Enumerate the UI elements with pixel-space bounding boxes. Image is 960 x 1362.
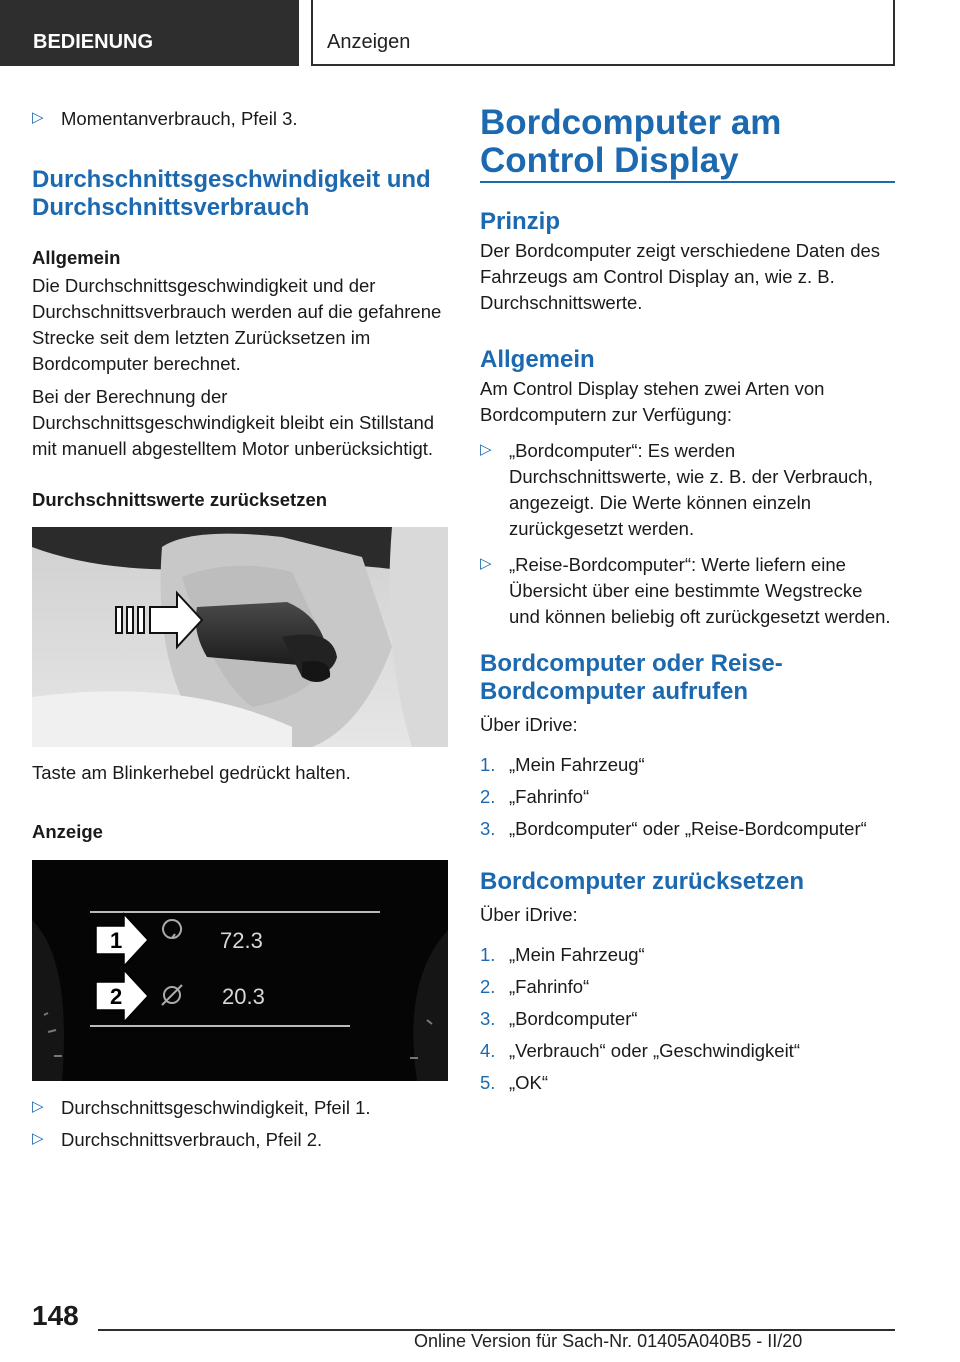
- arrow-label-1: 1: [110, 928, 123, 953]
- avg-consumption-value: 20.3: [222, 984, 265, 1009]
- paragraph: Der Bordcomputer zeigt verschiedene Daten des Fahrzeugs am Control Display an, wie z. B. Durchschnittswerte.: [480, 240, 881, 313]
- cluster-display-graphic: [32, 860, 448, 1081]
- aufrufen-block: [480, 650, 896, 842]
- page-title: Bordcomputer am Control Display: [480, 103, 782, 180]
- chapter-tab: Anzeigen: [311, 0, 895, 66]
- paragraph: Über iDrive:: [480, 904, 578, 925]
- heading-zuruecksetzen: Bordcomputer zurücksetzen: [480, 868, 805, 895]
- allgemein-right-block: [480, 346, 896, 630]
- heading-prinzip: Prinzip: [480, 208, 561, 235]
- list-item: 2. „Fahrinfo“: [480, 786, 590, 807]
- lever-photo: [32, 527, 448, 747]
- list-item: 3. „Bordcomputer“: [480, 1008, 638, 1029]
- triangle-bullet-icon: ▷: [32, 1130, 44, 1147]
- triangle-bullet-icon: ▷: [32, 109, 44, 126]
- triangle-bullet-icon: ▷: [32, 1098, 44, 1115]
- list-item: 5. „OK“: [480, 1072, 549, 1093]
- heading-allgemein: Allgemein: [480, 346, 595, 373]
- avg-speed-value: 72.3: [220, 928, 263, 953]
- page-header: [0, 0, 960, 66]
- paragraph: Bei der Berechnung der Durchschnittsgeschwindigkeit bleibt ein Stillstand mit manuell abgestelltem Motor unberücksichtigt.: [32, 386, 435, 459]
- cluster-display-figure: [32, 860, 448, 1081]
- list-item: ▷ Durchschnittsgeschwindigkeit, Pfeil 1.: [32, 1095, 448, 1121]
- title-rule: [480, 181, 895, 183]
- arrow-label-2: 2: [110, 984, 123, 1009]
- list-item: 4. „Verbrauch“ oder „Geschwindigkeit“: [480, 1040, 800, 1061]
- prinzip-block: [480, 208, 896, 316]
- list-item: ▷ „Reise-Bordcomputer“: Werte liefern eine Übersicht über eine bestimmte Wegstrecke und können beliebig oft zurückgesetzt werden.: [480, 552, 896, 630]
- heading-aufrufen: Bordcomputer oder Reise-Bordcomputer aufrufen: [480, 650, 783, 705]
- subheading-allgemein: Allgemein: [32, 247, 121, 268]
- list-item: ▷ „Bordcomputer“: Es werden Durchschnittswerte, wie z. B. der Verbrauch, angezeigt. Die Werte können einzeln zurückgesetzt werden.: [480, 438, 896, 542]
- subheading-anzeige: Anzeige: [32, 821, 103, 842]
- list-item: ▷ Durchschnittsverbrauch, Pfeil 2.: [32, 1127, 448, 1153]
- bullet-momentanverbrauch: ▷ Momentanverbrauch, Pfeil 3.: [32, 106, 448, 132]
- paragraph: Die Durchschnittsgeschwindigkeit und der Durchschnittsverbrauch werden auf die gefahrene Strecke seit dem letzten Zurücksetzen im Bordcomputer berechnet.: [32, 275, 442, 374]
- paragraph: Über iDrive:: [480, 714, 578, 735]
- page-number: 148: [32, 1300, 79, 1331]
- display-bullets: [32, 1095, 448, 1153]
- subheading-reset: Durchschnittswerte zurücksetzen: [32, 489, 328, 510]
- list-item: 1. „Mein Fahrzeug“: [480, 754, 645, 775]
- reset-right-block: [480, 868, 896, 1096]
- figure-caption: Taste am Blinkerhebel gedrückt halten.: [32, 762, 351, 783]
- paragraph: Am Control Display stehen zwei Arten von Bordcomputern zur Verfügung:: [480, 378, 825, 425]
- list-item: 2. „Fahrinfo“: [480, 976, 590, 997]
- triangle-bullet-icon: ▷: [480, 555, 492, 572]
- triangle-bullet-icon: ▷: [480, 441, 492, 458]
- footer-text: Online Version für Sach-Nr. 01405A040B5 - II/20: [414, 1331, 803, 1351]
- allgemein-block: [32, 246, 448, 462]
- section-tab: BEDIENUNG: [0, 0, 299, 66]
- section-heading-durchschnitt: Durchschnittsgeschwindigkeit und Durchschnittsverbrauch: [32, 166, 431, 221]
- list-item: 3. „Bordcomputer“ oder „Reise-Bordcomputer“: [480, 818, 867, 839]
- list-item: 1. „Mein Fahrzeug“: [480, 944, 645, 965]
